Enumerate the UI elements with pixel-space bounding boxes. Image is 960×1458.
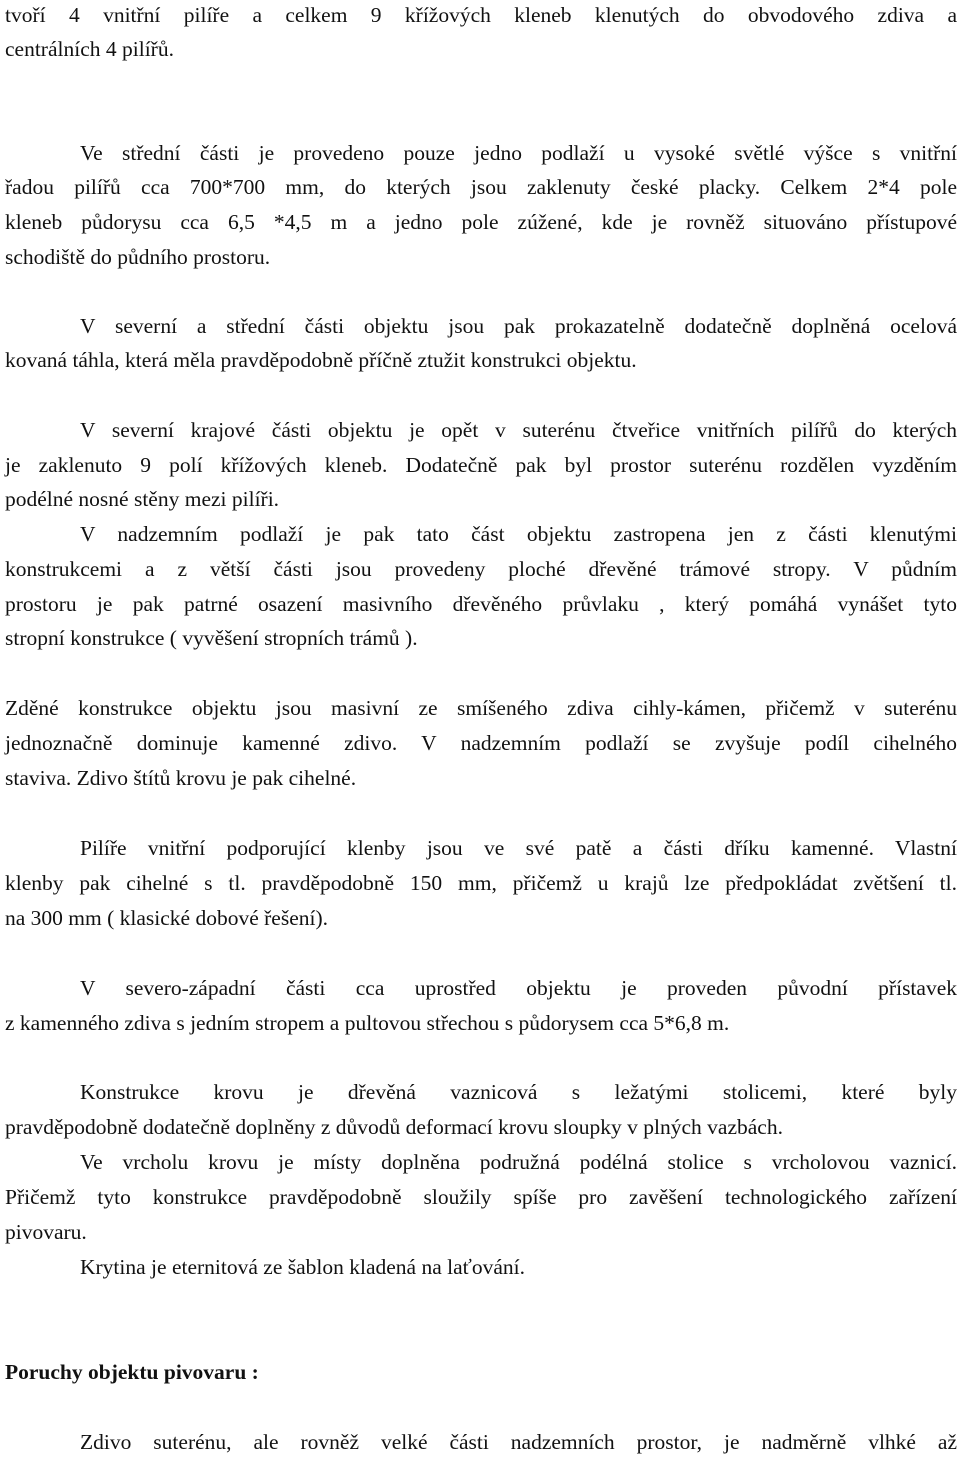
text-line: jednoznačně dominuje kamenné zdivo. V nadzemním podlaží se zvyšuje podíl cihelného <box>5 731 957 755</box>
text-line: staviva. Zdivo štítů krovu je pak cihelné. <box>5 766 357 790</box>
text-line: řadou pilířů cca 700*700 mm, do kterých jsou zaklenuty české placky. Celkem 2*4 pole <box>5 175 957 199</box>
text-line: je zaklenuto 9 polí křížových kleneb. Dodatečně pak byl prostor suterénu rozdělen vyzděním <box>5 453 957 477</box>
text-line: Přičemž tyto konstrukce pravděpodobně sloužily spíše pro zavěšení technologického zařízení <box>5 1185 957 1209</box>
text-line: stropní konstrukce ( vyvěšení stropních trámů ). <box>5 626 418 650</box>
text-line: Konstrukce krovu je dřevěná vaznicová s ležatými stolicemi, které byly <box>80 1080 957 1104</box>
section-heading: Poruchy objektu pivovaru : <box>5 1360 259 1384</box>
text-line: pivovaru. <box>5 1220 87 1244</box>
text-line: V nadzemním podlaží je pak tato část objektu zastropena jen z části klenutými <box>80 522 957 546</box>
text-line: Zděné konstrukce objektu jsou masivní ze smíšeného zdiva cihly-kámen, přičemž v suterénu <box>5 696 957 720</box>
text-line: V severo-západní části cca uprostřed objektu je proveden původní přístavek <box>80 976 957 1000</box>
text-line: na 300 mm ( klasické dobové řešení). <box>5 906 329 930</box>
text-line: prostoru je pak patrné osazení masivního dřevěného průvlaku , který pomáhá vynášet tyto <box>5 592 957 616</box>
text-line: Pilíře vnitřní podporující klenby jsou ve své patě a části dříku kamenné. Vlastní <box>80 836 957 860</box>
text-line: podélné nosné stěny mezi pilíři. <box>5 487 280 511</box>
text-line: Zdivo suterénu, ale rovněž velké části nadzemních prostor, je nadměrně vlhké až <box>80 1430 957 1454</box>
text-line: konstrukcemi a z větší části jsou provedeny ploché dřevěné trámové stropy. V půdním <box>5 557 957 581</box>
text-line: z kamenného zdiva s jedním stropem a pultovou střechou s půdorysem cca 5*6,8 m. <box>5 1011 730 1035</box>
text-line: Ve vrcholu krovu je místy doplněna podružná podélná stolice s vrcholovou vaznicí. <box>80 1150 957 1174</box>
text-line: V severní a střední části objektu jsou pak prokazatelně dodatečně doplněná ocelová <box>80 314 957 338</box>
text-line: klenby pak cihelné s tl. pravděpodobně 150 mm, přičemž u krajů lze předpokládat zvětšení tl. <box>5 871 957 895</box>
text-line: tvoří 4 vnitřní pilíře a celkem 9 křížových kleneb klenutých do obvodového zdiva a <box>5 3 957 27</box>
text-line: kovaná táhla, která měla pravděpodobně příčně ztužit konstrukci objektu. <box>5 348 637 372</box>
text-line: pravděpodobně dodatečně doplněny z důvodů deformací krovu sloupky v plných vazbách. <box>5 1115 783 1139</box>
text-line: centrálních 4 pilířů. <box>5 37 174 61</box>
text-line: V severní krajové části objektu je opět v suterénu čtveřice vnitřních pilířů do kterých <box>80 418 957 442</box>
text-line: schodiště do půdního prostoru. <box>5 245 271 269</box>
text-line: Krytina je eternitová ze šablon kladená na laťování. <box>80 1255 525 1279</box>
text-line: kleneb půdorysu cca 6,5 *4,5 m a jedno pole zúžené, kde je rovněž situováno přístupové <box>5 210 957 234</box>
text-line: Ve střední části je provedeno pouze jedno podlaží u vysoké světlé výšce s vnitřní <box>80 141 957 165</box>
